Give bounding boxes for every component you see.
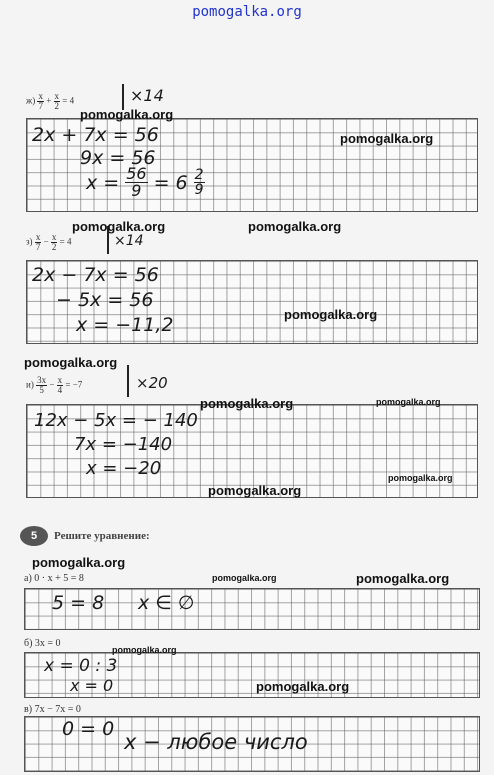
fraction: $\frac{3x}{5}$	[37, 375, 47, 395]
problem-b-equation: 3x = 0	[34, 638, 61, 649]
problem-a-statement	[24, 573, 84, 584]
problem-b-statement	[24, 638, 61, 649]
problem-z-statement	[26, 233, 71, 252]
watermark: pomogalka.org	[356, 571, 450, 586]
problem-a-result: x ∈ ∅	[138, 592, 195, 614]
problem-i-label: и)	[26, 379, 34, 390]
problem-z-multiplier: ×14	[114, 233, 144, 249]
top-watermark: pomogalka.org	[192, 4, 302, 20]
section-5-header	[20, 526, 150, 546]
problem-z-label: з)	[26, 236, 33, 247]
fraction: $\frac{x}{2}$	[51, 232, 57, 252]
problem-i-multiplier: ×20	[136, 374, 168, 392]
problem-z-line-2: − 5x = 56	[56, 289, 154, 311]
section-number-badge: 5	[20, 526, 48, 546]
answer-equals: = 6	[153, 171, 188, 194]
watermark: pomogalka.org	[340, 131, 434, 146]
watermark: pomogalka.org	[208, 483, 302, 498]
problem-zh-line-1: 2x + 7x = 56	[32, 124, 159, 146]
problem-b-line-2: x = 0	[70, 676, 114, 695]
problem-a-equation: 0 · x + 5 = 8	[34, 573, 84, 584]
watermark: pomogalka.org	[200, 396, 294, 411]
fraction: $\frac{x}{7}$	[35, 232, 41, 252]
rhs: = 4	[59, 236, 72, 247]
watermark: pomogalka.org	[212, 573, 277, 583]
problem-zh-line-2: 9x = 56	[80, 147, 156, 169]
operator: +	[46, 95, 52, 106]
operator: −	[49, 379, 55, 390]
answer-fraction: $\frac{56}{9}$	[126, 164, 147, 200]
section-title: Решите уравнение:	[54, 530, 150, 542]
rhs: = 4	[62, 95, 75, 106]
problem-i-line-3: x = −20	[86, 458, 162, 479]
problem-v-statement	[24, 704, 81, 715]
problem-v-result: x − любое число	[124, 730, 308, 754]
problem-zh-multiplier: ×14	[130, 86, 164, 105]
watermark: pomogalka.org	[32, 555, 126, 570]
watermark: pomogalka.org	[256, 679, 350, 694]
problem-b-line-1: x = 0 : 3	[44, 656, 118, 676]
fraction: $\frac{x}{4}$	[57, 375, 63, 395]
answer-prefix: x =	[86, 171, 120, 194]
fraction: $\frac{x}{2}$	[54, 91, 60, 111]
problem-v-line: 0 = 0	[62, 718, 115, 740]
watermark: pomogalka.org	[72, 219, 166, 234]
problem-b-label: б)	[24, 638, 33, 649]
problem-z-line-3: x = −11,2	[76, 314, 174, 336]
fraction: $\frac{x}{7}$	[38, 91, 43, 111]
rhs: = −7	[65, 379, 83, 390]
problem-i-line-2: 7x = −140	[74, 434, 173, 455]
watermark: pomogalka.org	[388, 473, 453, 483]
problem-zh-label: ж)	[26, 95, 36, 106]
watermark: pomogalka.org	[80, 107, 174, 122]
watermark: pomogalka.org	[284, 307, 378, 322]
problem-i-statement	[26, 376, 82, 395]
problem-zh-answer	[86, 166, 205, 199]
problem-v-equation: 7x − 7x = 0	[34, 704, 81, 715]
problem-zh-statement	[26, 92, 74, 111]
watermark: pomogalka.org	[112, 645, 177, 655]
watermark: pomogalka.org	[248, 219, 342, 234]
watermark: pomogalka.org	[24, 355, 118, 370]
problem-i-line-1: 12x − 5x = − 140	[34, 410, 198, 431]
watermark: pomogalka.org	[376, 397, 441, 407]
problem-z-line-1: 2x − 7x = 56	[32, 264, 159, 286]
multiplier-bar	[127, 365, 129, 397]
problem-a-line: 5 = 8	[52, 592, 105, 614]
operator: −	[43, 236, 49, 247]
problem-v-label: в)	[24, 704, 33, 715]
problem-a-label: а)	[24, 573, 32, 584]
mixed-fraction: $\frac{2}{9}$	[194, 167, 204, 198]
